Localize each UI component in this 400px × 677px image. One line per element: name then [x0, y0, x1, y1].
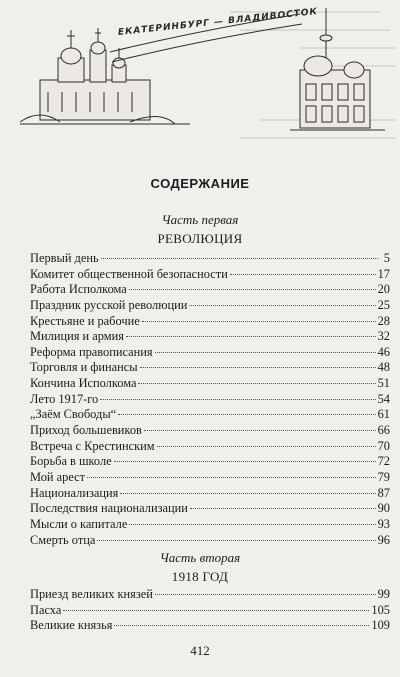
- toc-entry-page: 25: [377, 297, 390, 312]
- toc-entry-title: Праздник русской революции: [30, 297, 188, 312]
- toc-entry: [30, 251, 390, 267]
- toc-entry: [30, 376, 390, 392]
- toc-entry-title: Пасха: [30, 602, 62, 617]
- toc-entry: [30, 533, 390, 549]
- dot-leader: [126, 336, 376, 337]
- toc-entry-title: Приезд великих князей: [30, 587, 153, 601]
- toc-entry-page: 87: [377, 485, 390, 500]
- dot-leader: [155, 352, 376, 353]
- toc-entry: [30, 407, 390, 423]
- toc-entry: [30, 267, 390, 283]
- toc-entry: [30, 470, 390, 486]
- toc-entry-page: 70: [377, 438, 390, 453]
- toc-entry-title: Торговля и финансы: [30, 360, 138, 375]
- dot-leader: [140, 367, 376, 368]
- toc-entry: [30, 618, 390, 634]
- dot-leader: [155, 594, 376, 595]
- church-drawing: [20, 28, 190, 124]
- toc-entry: [30, 360, 390, 376]
- part-two-title: 1918 ГОД: [171, 569, 229, 584]
- tower-drawing: [290, 8, 385, 130]
- toc-entry-page: 61: [377, 407, 390, 422]
- toc-entry: [30, 454, 390, 470]
- dot-leader: [97, 540, 375, 541]
- dot-leader: [100, 399, 375, 400]
- toc-entry-page: 109: [371, 618, 390, 633]
- dot-leader: [142, 321, 376, 322]
- toc-entry-page: 66: [377, 423, 390, 438]
- toc-entry-page: 99: [377, 587, 390, 601]
- dot-leader: [120, 493, 375, 494]
- toc-entry-page: 28: [377, 313, 390, 328]
- toc-entry-page: 105: [371, 602, 390, 617]
- toc-entry-page: 72: [377, 454, 390, 469]
- toc-entry-title: Последствия национализации: [30, 501, 188, 516]
- toc-entry: [30, 298, 390, 314]
- toc-entry-page: 5: [383, 251, 390, 265]
- toc-entry: [30, 501, 390, 517]
- dot-leader: [63, 610, 369, 611]
- part-one-title: РЕВОЛЮЦИЯ: [157, 231, 243, 246]
- toc-list-part-one: [30, 251, 390, 548]
- toc-entry-title: Реформа правописания: [30, 344, 153, 359]
- toc-entry-title: Мой арест: [30, 469, 86, 484]
- toc-entry: [30, 314, 390, 330]
- toc-entry-page: 79: [377, 469, 390, 484]
- toc-entry-page: 48: [377, 360, 390, 375]
- toc-entry: [30, 282, 390, 298]
- toc-entry: [30, 392, 390, 408]
- toc-entry-page: 46: [377, 344, 390, 359]
- route-title: ЕКАТЕРИНБУРГ — ВЛАДИВОСТОК: [117, 7, 319, 38]
- toc-entry-title: Мысли о капитале: [30, 516, 128, 531]
- toc-entry-page: 51: [377, 376, 390, 391]
- contents-heading: СОДЕРЖАНИЕ: [150, 176, 250, 191]
- dot-leader: [129, 524, 375, 525]
- dot-leader: [114, 461, 376, 462]
- toc-entry-page: 32: [377, 329, 390, 344]
- toc-entry-title: Смерть отца: [30, 532, 96, 547]
- dot-leader: [101, 258, 378, 259]
- toc-entry-title: Встреча с Крестинским: [30, 438, 155, 453]
- toc-entry-title: Лето 1917-го: [30, 391, 99, 406]
- dot-leader: [138, 383, 375, 384]
- toc-entry-title: Национализация: [30, 485, 119, 500]
- toc-entry: [30, 587, 390, 603]
- dot-leader: [230, 274, 376, 275]
- dot-leader: [190, 508, 376, 509]
- toc-entry-page: 20: [377, 282, 390, 297]
- toc-entry: [30, 603, 390, 619]
- toc-entry: [30, 517, 390, 533]
- dot-leader: [87, 477, 376, 478]
- toc-entry-title: Работа Исполкома: [30, 282, 127, 297]
- toc-entry-title: „Заём Свободы“: [30, 407, 117, 422]
- toc-entry-page: 93: [377, 516, 390, 531]
- toc-entry: [30, 423, 390, 439]
- part-two-label: Часть вторая: [159, 550, 241, 565]
- dot-leader: [189, 305, 375, 306]
- toc-entry-title: Кончина Исполкома: [30, 376, 137, 391]
- toc-entry-title: Борьба в школе: [30, 454, 112, 469]
- toc-entry-title: Милиция и армия: [30, 329, 124, 344]
- toc-entry-page: 54: [377, 391, 390, 406]
- toc-entry-page: 17: [377, 266, 390, 281]
- toc-entry-title: Крестьяне и рабочие: [30, 313, 140, 328]
- part-one-label: Часть первая: [161, 212, 239, 227]
- dot-leader: [114, 625, 369, 626]
- toc-entry-title: Комитет общественной безопасности: [30, 266, 228, 281]
- dot-leader: [118, 414, 375, 415]
- toc-list-part-two: [30, 587, 390, 634]
- toc-entry: [30, 329, 390, 345]
- dot-leader: [157, 446, 376, 447]
- toc-entry: [30, 486, 390, 502]
- toc-entry: [30, 345, 390, 361]
- dot-leader: [144, 430, 376, 431]
- toc-entry-title: Приход большевиков: [30, 423, 142, 438]
- toc-entry: [30, 439, 390, 455]
- page-number: 412: [190, 643, 210, 658]
- toc-entry-title: Великие князья: [30, 618, 113, 633]
- dot-leader: [129, 289, 376, 290]
- toc-entry-page: 90: [377, 501, 390, 516]
- toc-entry-page: 96: [377, 532, 390, 547]
- toc-entry-title: Первый день: [30, 251, 99, 265]
